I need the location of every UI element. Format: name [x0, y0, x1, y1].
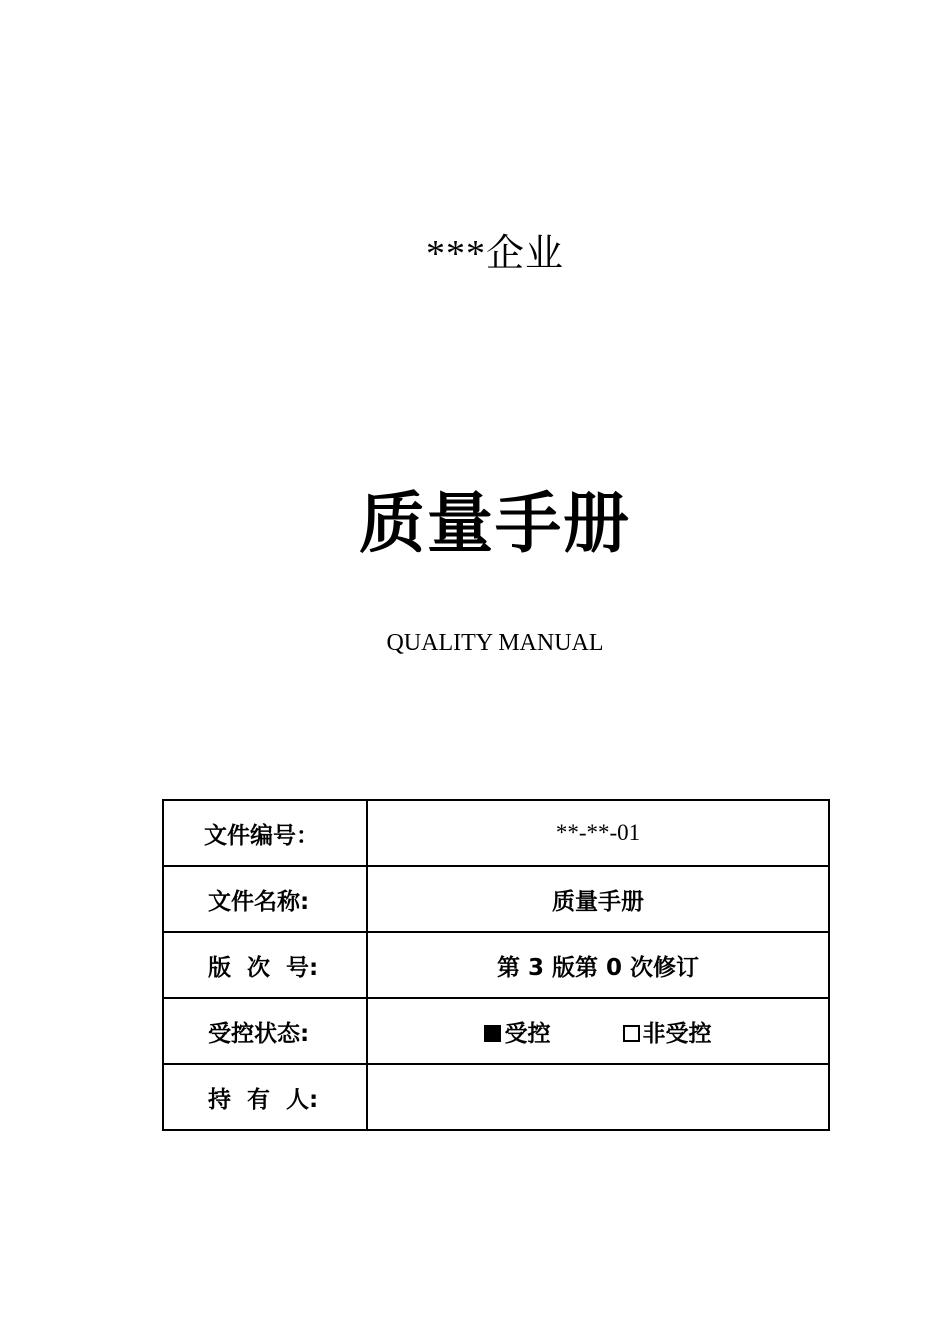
version-label: 版 次 号: — [163, 932, 367, 998]
table-row — [163, 998, 829, 1064]
file-name-value: 质量手册 — [367, 866, 829, 932]
company-name: ***企业 — [425, 233, 564, 275]
table-row — [163, 866, 829, 932]
file-number-value: **-**-01 — [367, 800, 829, 866]
table-row — [163, 1064, 829, 1130]
control-status-label: 受控状态: — [163, 998, 367, 1064]
holder-value[interactable] — [367, 1064, 829, 1130]
holder-label: 持 有 人: — [163, 1064, 367, 1130]
controlled-option[interactable] — [484, 1021, 558, 1047]
controlled-option-label: 受控 — [504, 1020, 551, 1047]
document-title: 质量手册 — [359, 484, 631, 562]
document-info-table — [162, 799, 830, 1131]
document-subtitle: QUALITY MANUAL — [386, 630, 604, 656]
control-status-value — [367, 998, 829, 1064]
table-row — [163, 932, 829, 998]
unchecked-box-icon — [623, 1025, 640, 1042]
file-number-label: 文件编号： — [163, 800, 367, 866]
uncontrolled-option-label: 非受控 — [642, 1020, 712, 1047]
checked-box-icon — [484, 1025, 501, 1042]
table-row — [163, 800, 829, 866]
uncontrolled-option[interactable] — [623, 1021, 712, 1047]
file-name-label: 文件名称: — [163, 866, 367, 932]
version-value: 第 3 版第 0 次修订 — [367, 932, 829, 998]
